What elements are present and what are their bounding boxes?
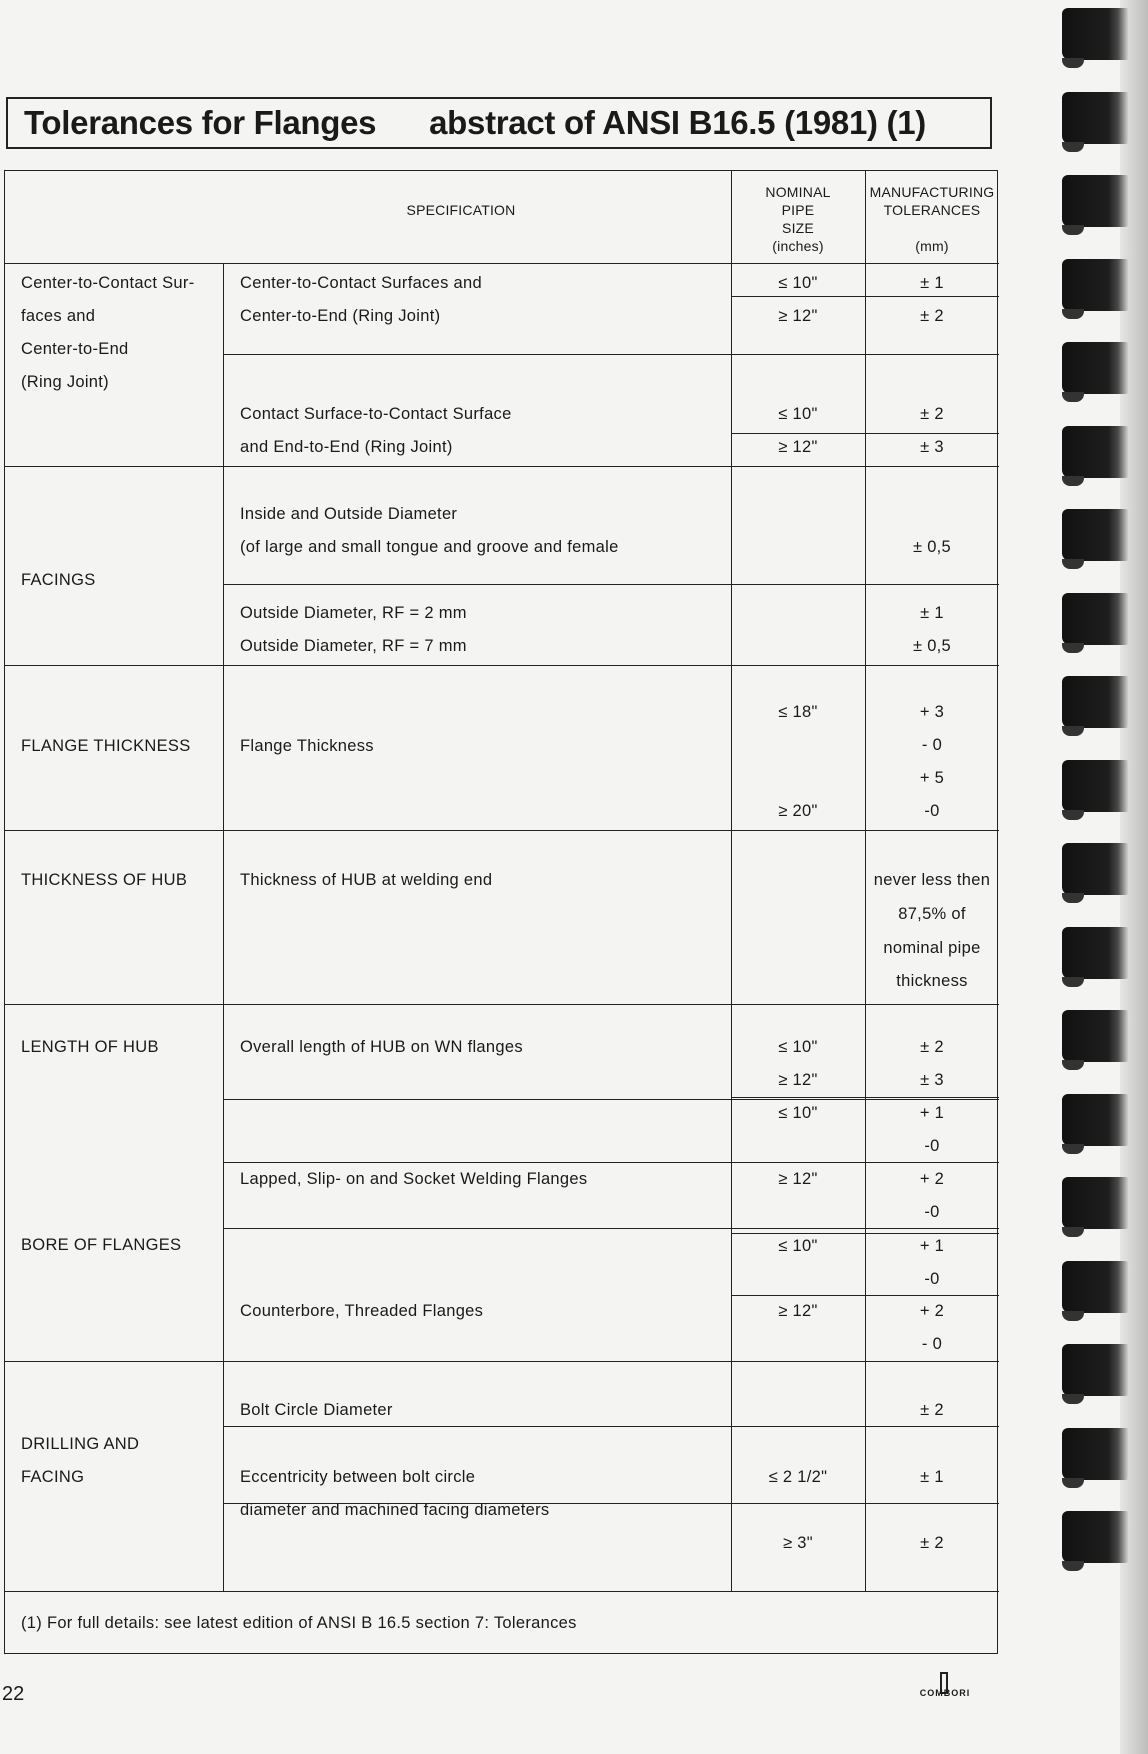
tolerance-value: ± 2 [920, 1038, 944, 1056]
binder-ring [1062, 342, 1128, 394]
category-label: FACING [21, 1468, 85, 1486]
table-row-divider [223, 1228, 999, 1229]
nominal-size-value: ≥ 3" [783, 1534, 813, 1552]
tolerance-value: ± 0,5 [912, 637, 952, 655]
tolerance-value: -0 [924, 1270, 940, 1288]
specification-text: Overall length of HUB on WN flanges [240, 1038, 523, 1056]
specification-text: Outside Diameter, RF = 2 mm [240, 604, 467, 622]
nominal-size-value: ≤ 10" [778, 1104, 818, 1122]
tolerance-value: ± 1 [920, 1468, 944, 1486]
tolerance-value: + 2 [919, 1170, 945, 1188]
specification-text: Outside Diameter, RF = 7 mm [240, 637, 467, 655]
tolerance-value: + 3 [919, 703, 945, 721]
category-label: THICKNESS OF HUB [21, 871, 188, 889]
tolerance-value: ± 1 [920, 274, 944, 292]
table-row-divider [5, 665, 999, 666]
binder-ring [1062, 927, 1128, 979]
brand-logo: COMBORI [919, 1688, 971, 1698]
tolerance-value: + 1 [919, 1237, 945, 1255]
binder-ring [1062, 1177, 1128, 1229]
table-col-divider [223, 263, 224, 1591]
nominal-size-value: ≥ 12" [778, 1071, 818, 1089]
tolerance-value: ± 2 [920, 1401, 944, 1419]
specification-text: Inside and Outside Diameter [240, 505, 458, 523]
table-row-divider [223, 354, 999, 355]
tolerance-value: -0 [924, 1203, 940, 1221]
table-row-divider [5, 1004, 999, 1005]
binder-ring [1062, 8, 1128, 60]
category-label: DRILLING AND [21, 1435, 140, 1453]
header-nominal-size: SIZE [782, 220, 814, 236]
tolerance-value: + 2 [919, 1302, 945, 1320]
tolerance-value: - 0 [921, 736, 943, 754]
binder-ring [1062, 175, 1128, 227]
table-row-divider [5, 830, 999, 831]
binder-ring [1062, 1094, 1128, 1146]
specification-text: diameter and machined facing diameters [240, 1501, 550, 1519]
table-row-divider [5, 466, 999, 467]
tolerance-value: -0 [924, 1137, 940, 1155]
tolerance-value: - 0 [921, 1335, 943, 1353]
header-tolerances: MANUFACTURING [869, 184, 995, 200]
binder-ring [1062, 593, 1128, 645]
tolerance-value: never less then [873, 871, 991, 889]
category-label: BORE OF FLANGES [21, 1236, 182, 1254]
nominal-size-value: ≥ 12" [778, 1170, 818, 1188]
binder-ring [1062, 1261, 1128, 1313]
table-row-divider [223, 1162, 999, 1163]
header-nominal-size: PIPE [781, 202, 815, 218]
table-row-divider [223, 1099, 999, 1100]
header-nominal-size: NOMINAL [765, 184, 831, 200]
binder-ring [1062, 509, 1128, 561]
table-row-divider [731, 433, 999, 434]
page-number: 22 [2, 1683, 25, 1705]
binder-ring [1062, 1010, 1128, 1062]
table-row-divider [731, 1295, 999, 1296]
table-row-divider [223, 1426, 999, 1427]
tolerance-value: -0 [924, 802, 940, 820]
tolerance-value: ± 2 [920, 307, 944, 325]
title-sub: abstract of ANSI B16.5 (1981) (1) [429, 104, 926, 141]
table-row-divider [223, 584, 999, 585]
specification-text: Center-to-Contact Surfaces and [240, 274, 482, 292]
tolerance-value: ± 2 [920, 405, 944, 423]
binder-ring [1062, 426, 1128, 478]
nominal-size-value: ≤ 10" [778, 405, 818, 423]
header-nominal-size: (inches) [772, 238, 824, 254]
specification-text: Contact Surface-to-Contact Surface [240, 405, 512, 423]
binder-ring [1062, 1344, 1128, 1396]
table-col-divider [731, 171, 732, 1591]
tolerance-value: ± 3 [920, 438, 944, 456]
tolerance-value: ± 1 [920, 604, 944, 622]
tolerance-value: 87,5% of [898, 905, 966, 923]
nominal-size-value: ≤ 10" [778, 1237, 818, 1255]
category-label: faces and [21, 307, 96, 325]
title-main: Tolerances for Flanges [24, 104, 377, 141]
nominal-size-value: ≥ 12" [778, 438, 818, 456]
specification-text: Flange Thickness [240, 737, 374, 755]
binder-ring [1062, 1511, 1128, 1563]
tolerance-value: + 1 [919, 1104, 945, 1122]
specification-text: Eccentricity between bolt circle [240, 1468, 476, 1486]
category-label: FLANGE THICKNESS [21, 737, 191, 755]
header-tolerances: TOLERANCES [883, 202, 981, 218]
table-row-divider [731, 1233, 999, 1234]
specification-text: Bolt Circle Diameter [240, 1401, 393, 1419]
footnote: (1) For full details: see latest edition of ANSI B 16.5 section 7: Tolerances [21, 1614, 577, 1632]
tolerance-value: ± 3 [920, 1071, 944, 1089]
table-row-divider [5, 263, 999, 264]
table-row-divider [731, 296, 999, 297]
category-label: (Ring Joint) [21, 373, 109, 391]
binder-ring [1062, 676, 1128, 728]
tolerance-value: + 5 [919, 769, 945, 787]
table-row-divider [5, 1361, 999, 1362]
table-row-divider [731, 1097, 999, 1098]
category-label: Center-to-End [21, 340, 129, 358]
nominal-size-value: ≥ 20" [778, 802, 818, 820]
tolerance-value: ± 0,5 [912, 538, 952, 556]
binder-ring [1062, 843, 1128, 895]
header-specification: SPECIFICATION [406, 202, 516, 218]
category-label: Center-to-Contact Sur- [21, 274, 195, 292]
specification-text: and End-to-End (Ring Joint) [240, 438, 453, 456]
nominal-size-value: ≥ 12" [778, 1302, 818, 1320]
binder-ring [1062, 259, 1128, 311]
binder-ring [1062, 92, 1128, 144]
specification-text: Lapped, Slip- on and Socket Welding Flanges [240, 1170, 588, 1188]
specification-text: Counterbore, Threaded Flanges [240, 1302, 484, 1320]
specification-text: (of large and small tongue and groove and female [240, 538, 619, 556]
binder-ring [1062, 1428, 1128, 1480]
nominal-size-value: ≤ 10" [778, 1038, 818, 1056]
category-label: FACINGS [21, 571, 96, 589]
tolerance-table [4, 170, 998, 1654]
category-label: LENGTH OF HUB [21, 1038, 159, 1056]
tolerance-value: thickness [896, 972, 968, 990]
nominal-size-value: ≥ 12" [778, 307, 818, 325]
header-tolerances: (mm) [915, 238, 949, 254]
specification-text: Center-to-End (Ring Joint) [240, 307, 441, 325]
binder-ring [1062, 760, 1128, 812]
tolerance-value: ± 2 [920, 1534, 944, 1552]
specification-text: Thickness of HUB at welding end [240, 871, 493, 889]
nominal-size-value: ≤ 10" [778, 274, 818, 292]
nominal-size-value: ≤ 2 1/2" [768, 1468, 828, 1486]
tolerance-value: nominal pipe [883, 939, 981, 957]
page-title [6, 97, 992, 149]
nominal-size-value: ≤ 18" [778, 703, 818, 721]
table-row-divider [5, 1591, 999, 1592]
